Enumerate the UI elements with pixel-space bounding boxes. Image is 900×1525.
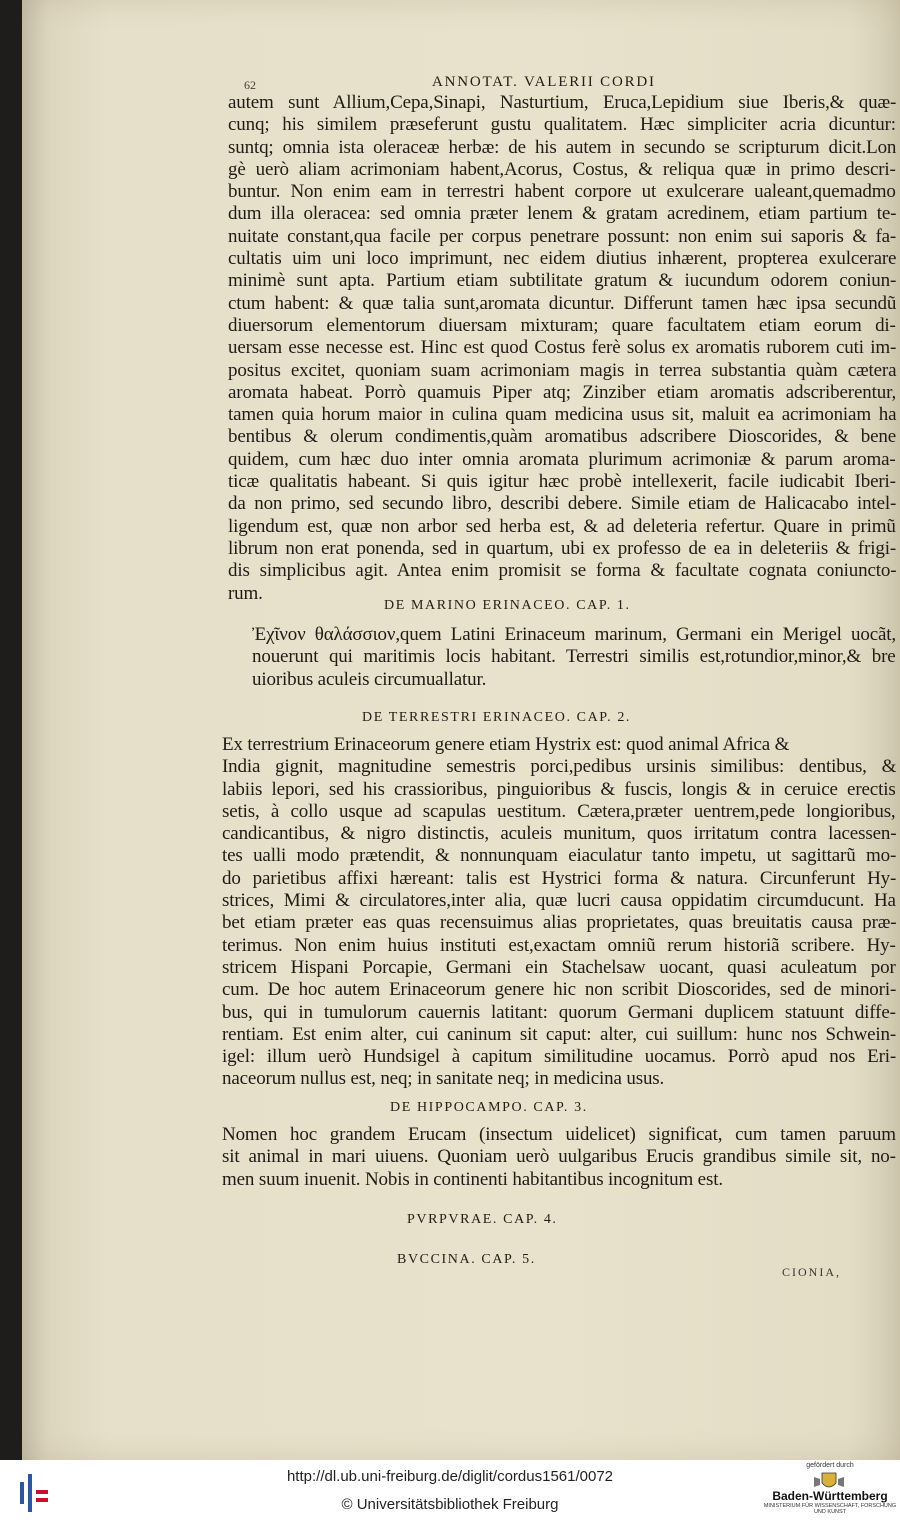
text-line: aromata habeat. Porrò quamuis Piper atq; Zinziber etiam aromatis adscriberentur,: [228, 381, 897, 403]
text-line: gè uerò aliam acrimoniam habent,Acorus, Costus, & reliqua quæ in primo descri-: [228, 158, 896, 180]
text-line: positus excitet, quoniam suam acrimoniam magis in terrea substantia quàm cætera: [228, 359, 897, 381]
text-line: men suum inuenit. Nobis in continenti habitantibus incognitum est.: [222, 1168, 723, 1190]
text-line: Nomen hoc grandem Erucam (insectum uidelicet) significat, cum tamen paruum: [222, 1124, 896, 1145]
section-title-purpurae: PVRPVRAE. CAP. 4.: [407, 1212, 558, 1227]
text-line: sit animal in mari uiuens. Quoniam uerò uulgaribus Erucis grandibus simile sit, no-: [222, 1146, 896, 1168]
text-line: bet etiam præter eas quas recensuimus alias proprietates, quas breuitatis causa præ-: [222, 912, 897, 934]
text-line: naceorum nullus est, neq; in sanitate neq; in medicina usus.: [222, 1068, 665, 1090]
text-line: nuitate constant,qua facile per corpus penetrare possunt: non enim sui saporis & fa-: [228, 225, 897, 247]
text-line: cum. De hoc autem Erinaceorum genere hic non scribit Dioscorides, sed de minori-: [222, 979, 897, 1001]
text-line: da non primo, sed secundo libro, describi debere. Simile etiam de Halicacabo intel-: [228, 493, 897, 515]
text-line: librum non erat ponenda, sed in quartum, ubi ex professo de ea in deleteriis & frigi-: [228, 537, 897, 559]
text-line: terimus. Non enim huius instituti est,exactam omniũ rerum historiã scribere. Hy-: [222, 934, 896, 956]
text-line: ligendum est, quæ non arbor sed herba est, & ad deleteria refertur. Quare in primũ: [228, 515, 896, 537]
text-line: dum illa oleracea: sed omnia præter lenem & gratam acredinem, etiam partium te-: [228, 203, 897, 225]
sponsor-subtitle: MINISTERIUM FÜR WISSENSCHAFT, FORSCHUNG UND KUNST: [763, 1503, 897, 1515]
text-line: setis, à collo usque ad scapulas uestitum. Cætera,præter uentrem,pede longioribus,: [222, 800, 896, 822]
intro-paragraph: [228, 92, 896, 605]
section-title-terrestri-erinaceo: DE TERRESTRI ERINACEO. CAP. 2.: [362, 710, 632, 725]
text-line: igel: illum uerò Hundsigel à capitum similitudine uocamus. Porrò apud nos Eri-: [222, 1046, 897, 1068]
text-line: tamen quia horum maior in culina quam medicina usus sit, maluit ea acrimoniam ha: [228, 404, 897, 426]
text-line: strices, Mimi & circulatores,inter alia, quæ lucri causa oppidatim circumducunt. Ha: [222, 890, 896, 912]
text-line: stricem Hispani Porcapie, Germani ein Stachelsaw uocant, quasi aculeatum por: [222, 956, 896, 978]
text-line: ctum habent: & quæ talia sunt,aromata dicuntur. Differunt tamen hæc ipsa secundũ: [228, 292, 897, 314]
book-page: [22, 0, 900, 1460]
text-line: autem sunt Allium,Cepa,Sinapi, Nasturtium, Eruca,Lepidium siue Iberis,& quæ-: [228, 92, 897, 113]
text-line: rum.: [228, 582, 263, 604]
text-line: uioribus aculeis circumuallatur.: [252, 668, 487, 690]
section-title-buccina: BVCCINA. CAP. 5.: [397, 1252, 536, 1267]
text-line: nouerunt qui maritimis locis habitant. Terrestri similis est,rotundior,minor,& bre: [252, 646, 896, 668]
text-line: bus, qui in tumulorum cauernis latitant: quorum Germani duplicem statuunt diffe-: [222, 1001, 896, 1023]
text-line: rentiam. Est enim alter, cui caninum sit caput: alter, cui suillum: hunc nos Schwein-: [222, 1023, 897, 1045]
text-line: Ex terrestrium Erinaceorum genere etiam Hystrix est: quod animal Africa &: [222, 734, 790, 755]
text-line: suntq; omnia ista oleraceæ herbæ: de his autem in secundo se scripturum dicit.Lon: [228, 136, 897, 158]
text-line: bentibus & olerum condimentis,quàm aromatibus adscribere Dioscorides, & bene: [228, 426, 897, 448]
text-line: uersam esse necesse est. Hinc est quod Costus ferè solus ex aromatis ruborem cuti im-: [228, 337, 897, 359]
sponsor-name: Baden-Württemberg: [772, 1489, 888, 1503]
text-line: ticæ qualitatis habeant. Si quis igitur hæc probè intellexerit, facile iudicabit Iberi-: [228, 471, 896, 493]
text-line: do parietibus affixi hæreant: talis est Hystrici forma & natura. Circunferunt Hy-: [222, 867, 897, 889]
text-line: diuersorum elementorum diuersam mixturam; quare facultatem etiam eorum di-: [228, 314, 896, 336]
text-line: quidem, cum hæc duo inter omnia aromata plurimum acrimoniæ & parum aroma-: [228, 448, 896, 470]
text-line: minimè sunt apta. Partium etiam subtilitate gratum & iucundum odorem coniun-: [228, 270, 897, 292]
text-line: dis simplicibus agit. Antea enim promisit se forma & facultate cognata coniuncto-: [228, 560, 897, 582]
catchword: CIONIA,: [782, 1265, 841, 1279]
text-line: cunq; his similem præseferunt gustu qualitatem. Hæc simpliciter acria dicuntur:: [228, 114, 896, 136]
section-body-hippocampo: [222, 1124, 896, 1191]
running-head: ANNOTAT. VALERII CORDI: [432, 74, 656, 90]
viewer-footer: [0, 1460, 900, 1525]
text-line: tes ualli modo prætendit, & nonnunquam eiaculatur tanto impetu, ut sagittarũ mo-: [222, 845, 897, 867]
permalink-url[interactable]: http://dl.ub.uni-freiburg.de/diglit/cordus1561/0072: [286, 1468, 614, 1485]
copyright-text: © Universitätsbibliothek Freiburg: [341, 1496, 559, 1513]
section-body-marino-erinaceo: [252, 624, 896, 691]
text-line: India gignit, magnitudine semestris porci,pedibus ursinis similibus: dentibus, &: [222, 756, 897, 778]
section-title-hippocampo: DE HIPPOCAMPO. CAP. 3.: [390, 1100, 588, 1115]
section-body-terrestri-erinaceo: [222, 734, 896, 1091]
text-line: labiis lepori, sed his crassioribus, pinguioribus & fuscis, longis & in ceruice erectis: [222, 778, 896, 800]
text-line: candicantibus, & nigro distinctis, aculeis munitum, quos irritatum contra lacessen-: [222, 823, 897, 845]
section-title-marino-erinaceo: DE MARINO ERINACEO. CAP. 1.: [384, 598, 631, 613]
text-line: Ἐχῖνον θαλάσσιον,quem Latini Erinaceum marinum, Germani ein Merigel uocãt,: [252, 624, 896, 645]
sponsor-caption: gefördert durch: [806, 1462, 854, 1469]
text-line: buntur. Non enim eam in terrestri habent corpore ut exulcerare ualeant,quemadmo: [228, 181, 896, 203]
page-number: 62: [244, 78, 256, 92]
baden-wuerttemberg-logo: [760, 1462, 900, 1524]
text-line: cultatis uim uni loco imprimunt, nec eidem diutius inhærent, propterea exulcerare: [228, 248, 897, 270]
coat-of-arms-icon: [812, 1471, 846, 1491]
